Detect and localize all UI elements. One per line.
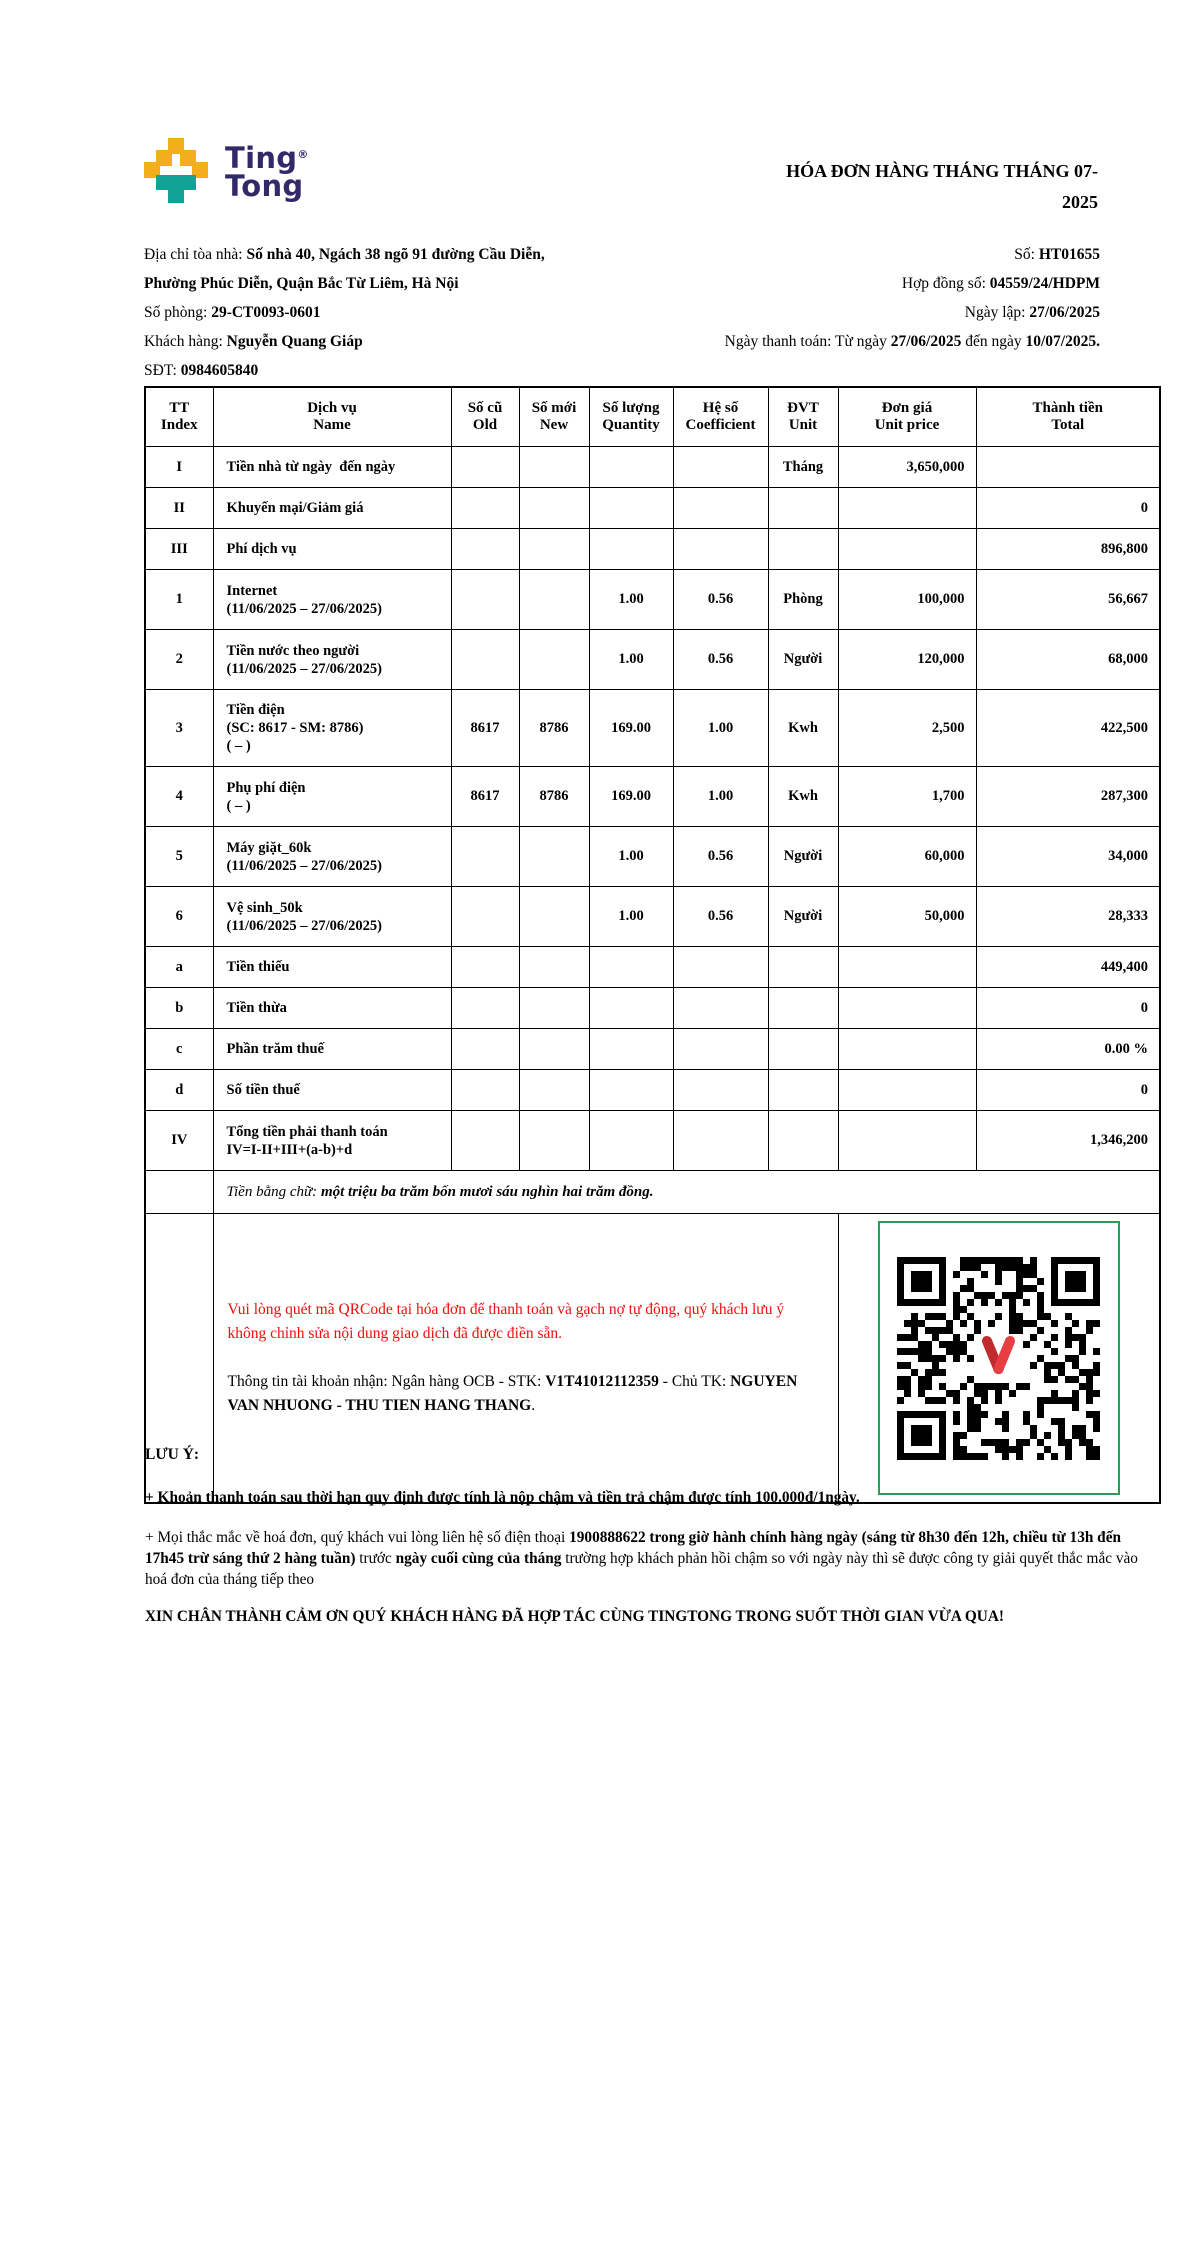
late-payment-note: + Khoản thanh toán sau thời hạn quy định được tính là nộp chậm và tiền trả chậm được tính 100.000đ/1ngày. (145, 1489, 860, 1506)
info-right-line: Ngày lập: 27/06/2025 (964, 304, 1100, 321)
column-header: Số lượng Quantity (589, 387, 673, 447)
table-row: 2 Tiền nước theo người (11/06/2025 – 27/06/2025) 1.00 0.56 Người 120,000 68,000 (145, 630, 1160, 690)
tingtong-logo (144, 138, 309, 204)
table-row: 1 Internet (11/06/2025 – 27/06/2025) 1.00 0.56 Phòng 100,000 56,667 (145, 570, 1160, 630)
column-header: Đơn giá Unit price (838, 387, 976, 447)
table-row: d Số tiền thuế 0 (145, 1070, 1160, 1111)
info-left-line: Địa chỉ tòa nhà: Số nhà 40, Ngách 38 ngõ 91 đường Cầu Diễn, (144, 246, 545, 263)
thank-you-note: XIN CHÂN THÀNH CẢM ƠN QUÝ KHÁCH HÀNG ĐÃ HỢP TÁC CÙNG TINGTONG TRONG SUỐT THỜI GIAN VỪA QUA! (145, 1608, 1004, 1625)
column-header: Thành tiền Total (976, 387, 1160, 447)
column-header: ĐVT Unit (768, 387, 838, 447)
qr-code (897, 1257, 1100, 1460)
contact-note: + Mọi thắc mắc về hoá đơn, quý khách vui lòng liên hệ số điện thoại 1900888622 trong giờ hành chính hàng ngày (sáng từ 8h30 đến 12h, chiều từ 13h đến 17h45 trừ sáng thứ 2 hàng tuần) trước ngày cuối cùng của tháng trường hợp khách phản hồi chậm so với ngày này thì sẽ được công ty giải quyết thắc mắc vào hoá đơn của tháng tiếp theo (145, 1529, 1138, 1588)
invoice-info (144, 240, 1100, 385)
info-left-line: Số phòng: 29-CT0093-0601 (144, 304, 321, 321)
table-row: IV Tổng tiền phải thanh toán IV=I-II+III+(a-b)+d 1,346,200 (145, 1111, 1160, 1171)
column-header: Hệ số Coefficient (673, 387, 768, 447)
table-header-row (145, 387, 1160, 447)
info-left-line: SĐT: 0984605840 (144, 362, 259, 379)
notes-heading: LƯU Ý: (145, 1446, 200, 1463)
column-header: Số cũ Old (451, 387, 519, 447)
info-right-line: Ngày thanh toán: Từ ngày 27/06/2025 đến ngày 10/07/2025. (724, 333, 1100, 350)
amount-in-words-row (145, 1171, 1160, 1214)
table-row: II Khuyến mại/Giảm giá 0 (145, 488, 1160, 529)
info-right-line: Hợp đồng số: 04559/24/HDPM (901, 275, 1100, 292)
column-header: TT Index (145, 387, 213, 447)
table-row: c Phần trăm thuế 0.00 % (145, 1029, 1160, 1070)
amount-in-words-label: Tiền bằng chữ: (226, 1183, 321, 1200)
info-right-line: Số: HT01655 (1014, 246, 1100, 263)
column-header: Số mới New (519, 387, 589, 447)
info-left-line: Khách hàng: Nguyễn Quang Giáp (144, 333, 363, 350)
tingtong-logo-text: Ting® Tong (225, 141, 309, 203)
qr-payment-note: Vui lòng quét mã QRCode tại hóa đơn để thanh toán và gạch nợ tự động, quý khách lưu ý không chỉnh sửa nội dung giao dịch đã được điền sẵn. (227, 1301, 785, 1342)
info-right (725, 240, 1100, 356)
table-row: 5 Máy giặt_60k (11/06/2025 – 27/06/2025) 1.00 0.56 Người 60,000 34,000 (145, 827, 1160, 887)
table-row: 3 Tiền điện (SC: 8617 - SM: 8786) ( – ) 8617 8786 169.00 1.00 Kwh 2,500 422,500 (145, 690, 1160, 767)
table-row: 4 Phụ phí điện ( – ) 8617 8786 169.00 1.00 Kwh 1,700 287,300 (145, 767, 1160, 827)
invoice-title: HÓA ĐƠN HÀNG THÁNG THÁNG 07- 2025 (786, 161, 1098, 212)
account-info: Thông tin tài khoản nhận: Ngân hàng OCB - STK: V1T41012112359 - Chủ TK: NGUYEN VAN NHUONG - THU TIEN HANG THANG. (227, 1373, 798, 1414)
tingtong-logo-icon (144, 138, 210, 204)
amount-in-words-value: một triệu ba trăm bốn mươi sáu nghìn hai trăm đồng. (320, 1183, 654, 1200)
footer-notes (145, 1444, 1159, 1627)
table-row: 6 Vệ sinh_50k (11/06/2025 – 27/06/2025) 1.00 0.56 Người 50,000 28,333 (145, 887, 1160, 947)
invoice-rows (145, 447, 1160, 1171)
table-row: b Tiền thừa 0 (145, 988, 1160, 1029)
column-header: Dịch vụ Name (213, 387, 451, 447)
info-left-line: Phường Phúc Diễn, Quận Bắc Từ Liêm, Hà Nội (144, 275, 459, 292)
invoice-table (144, 386, 1161, 1504)
table-row: I Tiền nhà từ ngày đến ngày Tháng 3,650,000 (145, 447, 1160, 488)
registered-mark-icon: ® (297, 148, 309, 161)
table-row: III Phí dịch vụ 896,800 (145, 529, 1160, 570)
table-row: a Tiền thiếu 449,400 (145, 947, 1160, 988)
info-left (144, 240, 545, 385)
